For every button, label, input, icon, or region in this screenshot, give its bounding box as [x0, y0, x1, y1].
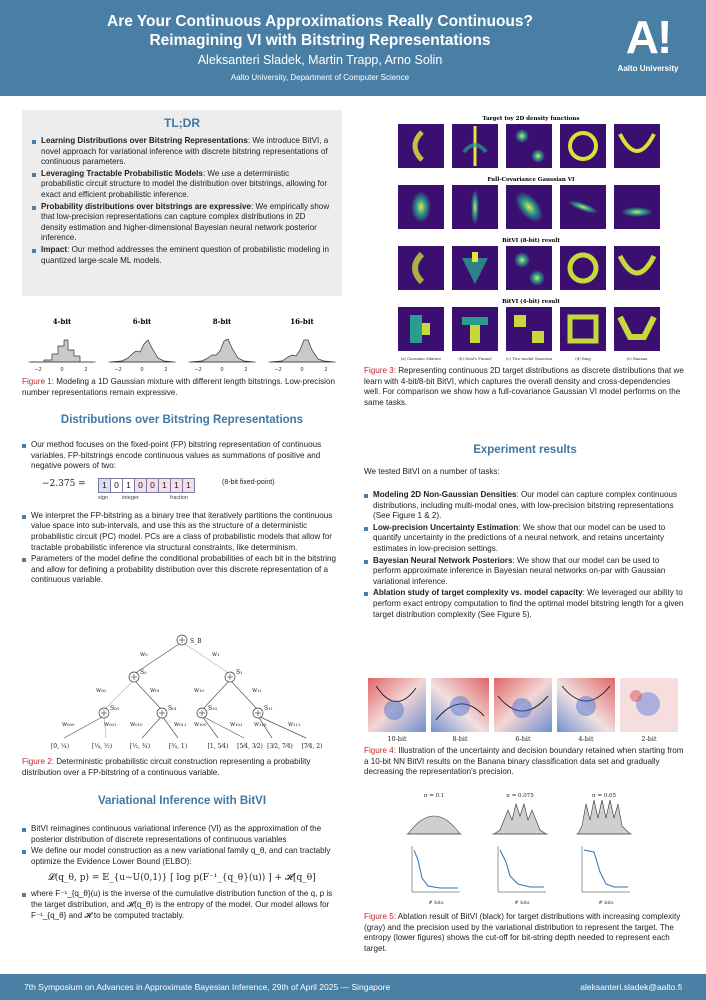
fig1-label-6bit: 6-bit — [132, 317, 152, 326]
figure-label: Figure 4: — [364, 746, 396, 755]
experiment-item — [364, 490, 686, 522]
dist-item-2: We interpret the FP-bitstring as a binary tree that iteratively partitions the continuous value space into sub-intervals, and use this as the structure of a deterministic probabilistic circuit (PC) model. PCs are a class of probabilistic models that allow for tractable probabilistic inference via structural constraints, like determinism. — [22, 511, 342, 553]
bit: 0 — [146, 478, 159, 493]
fig3-row-title: Target toy 2D density functions — [482, 116, 580, 122]
logo-mark: A! — [625, 11, 671, 63]
weight-label: w₀₀₁ — [104, 721, 117, 728]
weight-label: w₀₁ — [150, 687, 160, 694]
fig5-entropy-lines — [414, 850, 628, 888]
node-label: S_B — [190, 638, 202, 645]
weight-label: w₁₀ — [194, 687, 204, 694]
experiments-body — [364, 490, 686, 621]
title-line-2: Reimagining VI with Bitstring Representations — [149, 32, 491, 49]
bit: 0 — [110, 478, 123, 493]
fig5-top-3 — [576, 800, 632, 834]
bit: 0 — [134, 478, 147, 493]
fig1-curve-16bit — [270, 340, 334, 362]
fig3-cell — [614, 246, 660, 290]
weight-label: w₁₁₁ — [288, 721, 301, 728]
node-label: S₁ — [236, 669, 243, 676]
bit: 1 — [170, 478, 183, 493]
fig1-tick: 0 — [300, 367, 304, 373]
weight-label: w₁₀₀ — [194, 721, 207, 728]
fig5-xlabels — [428, 900, 614, 906]
fig5-xlabel: # bits — [514, 900, 530, 906]
fig1-tick: −2 — [34, 367, 42, 373]
fig2-intervals — [51, 743, 323, 750]
tldr-item-title: Leveraging Tractable Probabilistic Models — [41, 168, 203, 178]
bit: 1 — [158, 478, 171, 493]
bit-label-sign: sign — [98, 494, 109, 501]
fig1-ticks — [34, 367, 327, 373]
fig3-row-title: BitVI (4-bit) result — [502, 299, 560, 305]
fig4-panel-4bit — [557, 678, 615, 732]
fig1-curve-8bit — [190, 339, 254, 362]
tldr-item-text: : We empirically show that low-precision representations can capture complex distributions in 2D density estimation and higher-dimensional Bayesian neural network posterior inference. — [41, 201, 330, 243]
experiment-item-title: Low-precision Uncertainty Estimation — [373, 522, 519, 532]
fig1-tick: 0 — [220, 367, 224, 373]
experiment-item-title: Bayesian Neural Network Posteriors — [373, 555, 513, 565]
weight-label: w₁₁₀ — [254, 721, 267, 728]
figure-4-panels — [366, 676, 684, 744]
fig3-col-label: (a) Gaussian Mixture — [400, 356, 442, 361]
tldr-item-title: Probability distributions over bitstrings are expressive — [41, 201, 252, 211]
fig5-sigma: σ = 0.075 — [506, 793, 534, 799]
fig4-panel-6bit — [494, 678, 552, 732]
fig1-panel-8bit — [188, 317, 256, 362]
experiment-item — [364, 523, 686, 555]
vi-body — [22, 824, 342, 922]
fig3-col-label: (b) Neal's Funnel — [458, 356, 492, 361]
caption-text: Ablation result of BitVI (black) for target distributions with increasing complexity (gray) and the precision used by the variational distribution to represent the target. The entropy (lower figures) shows the cut-off for bit-string depth needed to represent each target. — [364, 912, 681, 953]
fig3-cell — [506, 307, 552, 351]
fig3-cell — [614, 307, 660, 351]
fig3-cell — [398, 124, 444, 168]
figure-4-caption — [364, 746, 686, 778]
section-title-vi: Variational Inference with BitVI — [97, 795, 267, 807]
tldr-item-title: Impact — [41, 244, 68, 254]
figure-5-caption — [364, 912, 686, 954]
elbo-equation: 𝓛(q_θ, p) = 𝔼_{u∼U(0,1)} [ log p(F⁻¹_{q_θ}(u)) ] + 𝓗[q_θ] — [48, 873, 316, 884]
fig3-row — [398, 298, 660, 351]
footer-email[interactable]: aleksanteri.sladek@aalto.fi — [580, 982, 682, 992]
figure-2-circuit — [22, 632, 342, 752]
section-title-distributions: Distributions over Bitstring Representations — [60, 414, 304, 426]
experiments-intro: We tested BitVI on a number of tasks: — [364, 467, 500, 476]
experiment-item-text: : We show that our model can be used to perform approximate inference in Bayesian neural networks on-par with Gaussian variational inference. — [373, 555, 666, 586]
interval-label: [7⁄4, 2) — [301, 743, 323, 750]
bitstring-note: (8-bit fixed-point) — [222, 478, 275, 486]
fig4-label: 4-bit — [578, 735, 594, 743]
bitstring-example — [22, 475, 342, 511]
interval-label: [3⁄2, 7⁄4) — [267, 743, 293, 750]
fig4-label: 10-bit — [387, 735, 407, 743]
fig3-col-labels — [401, 356, 648, 361]
distributions-body — [22, 440, 342, 587]
fig3-cell — [506, 124, 552, 168]
tldr-heading: TL;DR — [164, 116, 200, 130]
fig5-sigmas — [424, 793, 617, 799]
fig4-panel-2bit — [620, 678, 678, 732]
fig3-col-label: (d) Ring — [575, 356, 591, 361]
vi-item-1: BitVI reimagines continuous variational inference (VI) as the approximation of the posterior distribution of discrete representations of continuous variables — [22, 824, 342, 845]
weight-label: w₁ — [212, 651, 220, 658]
interval-label: [¾, 1) — [168, 743, 188, 750]
experiment-item-text: : We leveraged our ability to perform exact entropy computation to find the optimal model bitstring length for a given target distribution complexity (See Figure 5). — [373, 588, 684, 619]
fig3-col-label: (e) Banana — [626, 356, 648, 361]
weight-label: w₁₁ — [252, 687, 262, 694]
figure-3-grid — [386, 112, 676, 364]
fig2-labels — [62, 638, 300, 728]
bit-label-integer: integer — [122, 494, 139, 501]
fig1-panel-4bit — [28, 317, 96, 362]
node-label: S₀₀ — [110, 705, 119, 712]
fig3-row-title: Full-Covariance Gaussian VI — [487, 177, 575, 183]
dist-item-1: Our method focuses on the fixed-point (FP) bitstring representation of continuous variables. FP-bitstrings encode continuous values as summations of positive and negative powers of two: — [22, 440, 342, 472]
fig3-col-label: (c) Two-modal Gaussian — [505, 356, 553, 361]
fig1-tick: 2 — [84, 367, 88, 373]
fig1-curve-4bit — [30, 340, 94, 362]
figure-1-plots — [22, 314, 342, 376]
figure-3-caption — [364, 366, 686, 408]
caption-text: Deterministic probabilistic circuit construction representing a probability distribution over a FP-bitstring of a continuous variable. — [22, 757, 311, 777]
authors: Aleksanteri Sladek, Martin Trapp, Arno Solin — [197, 53, 443, 67]
dist-item-3: Parameters of the model define the conditional probabilities of each bit in the bitstring and allow for defining a probability distribution over this discrete representation of a continuous variable. — [22, 554, 342, 586]
weight-label: w₀₀₀ — [62, 721, 75, 728]
fig4-label: 8-bit — [452, 735, 468, 743]
fig4-labels — [387, 735, 657, 743]
tldr-item-text: : We use a deterministic probabilistic circuit structure to model the distribution over bitstrings, allowing for exact and efficient probabilistic inference. — [41, 168, 328, 199]
fig1-tick: −2 — [274, 367, 282, 373]
interval-label: [½, ¾) — [129, 743, 151, 750]
weight-label: w₀ — [140, 651, 148, 658]
vi-item-3: where F⁻¹_{q_θ}(u) is the inverse of the cumulative distribution function of the q, p is the target distribution, and 𝓗(q_θ) is the entropy of the model. Our model allows for F⁻¹_{q_θ} and 𝓗 to be computed tractably. — [22, 889, 342, 921]
fig1-curve-6bit — [110, 340, 174, 362]
experiment-item — [364, 588, 686, 620]
caption-text: Modeling a 1D Gaussian mixture with different length bitstrings. Low-precision number representations remain expressive. — [22, 377, 335, 397]
bitstring-boxes — [98, 475, 194, 493]
fig1-tick: 2 — [324, 367, 328, 373]
node-label: S₀ — [140, 669, 147, 676]
fig1-label-4bit: 4-bit — [52, 317, 72, 326]
interval-label: [5⁄4, 3⁄2) — [237, 743, 263, 750]
tldr-item — [32, 202, 332, 244]
fig1-tick: 2 — [164, 367, 168, 373]
experiment-item — [364, 556, 686, 588]
poster-title — [40, 12, 600, 50]
interval-label: [1, 5⁄4) — [207, 743, 229, 750]
fig3-row — [398, 177, 660, 229]
fig2-node-plus — [101, 637, 261, 716]
caption-text: Representing continuous 2D target distributions as discrete distributions that we learn with 4-bit/8-bit BitVI, which captures the overall density and cross-dependencies well. For comparison we show how a full-covariance Gaussian VI model performs on the same tasks. — [364, 366, 684, 407]
tldr-box — [22, 110, 342, 296]
figure-2-caption — [22, 757, 342, 778]
fig1-panel-16bit — [268, 317, 336, 362]
fig2-nodes — [99, 635, 263, 718]
fig1-tick: −2 — [114, 367, 122, 373]
fig1-tick: 0 — [140, 367, 144, 373]
fig1-tick: −2 — [194, 367, 202, 373]
fig3-cell — [614, 124, 660, 168]
weight-label: w₀₀ — [96, 687, 106, 694]
caption-text: Illustration of the uncertainty and decision boundary retained when starting from a 10-bit NN BitVI results on the Banana binary classification data set and gradually decreasing the representation's precision. — [364, 746, 684, 776]
fig4-label: 6-bit — [515, 735, 531, 743]
footer-venue: 7th Symposium on Advances in Approximate Bayesian Inference, 29th of April 2025 — Singapore — [24, 982, 391, 992]
vi-item-2: We define our model construction as a new variational family q_θ, and can tractably optimize the Evidence Lower Bound (ELBO): — [22, 846, 342, 867]
tldr-item-text: : We introduce BitVI, a novel approach for variational inference with discrete bitstring representations of continuous parameters. — [41, 136, 329, 167]
tldr-item — [32, 136, 332, 168]
fig4-panel-8bit — [431, 678, 489, 732]
weight-label: w₁₀₁ — [230, 721, 243, 728]
fig3-cell — [506, 246, 552, 290]
figure-1-caption — [22, 377, 342, 398]
node-label: S₁₁ — [264, 705, 273, 712]
fig5-xlabel: # bits — [428, 900, 444, 906]
tldr-item — [32, 245, 332, 266]
fig4-label: 2-bit — [641, 735, 657, 743]
fig1-panel-6bit — [108, 317, 176, 362]
bit: 1 — [98, 478, 111, 493]
bit: 1 — [122, 478, 135, 493]
fig3-cell — [398, 246, 444, 290]
figure-label: Figure 5: — [364, 912, 396, 921]
figure-label: Figure 3: — [364, 366, 396, 375]
experiment-item-title: Modeling 2D Non-Gaussian Densities — [373, 490, 517, 499]
interval-label: [0, ¼) — [50, 743, 70, 750]
tldr-item — [32, 169, 332, 201]
aalto-logo — [604, 11, 692, 73]
interval-label: [¼, ½) — [91, 743, 113, 750]
logo-text: Aalto University — [617, 64, 679, 73]
tldr-list — [32, 136, 332, 266]
fig5-sigma: σ = 0.1 — [423, 793, 445, 799]
experiment-item-text: : Our model can capture complex continuous distributions, including multi-modal ones, with low-precision bitstring representations (See Figure 1 & 2). — [373, 490, 678, 521]
fig3-row — [398, 116, 660, 168]
section-title-experiments: Experiment results — [473, 444, 577, 456]
fig3-row — [398, 237, 660, 290]
figure-label: Figure 1: — [22, 377, 54, 386]
affiliation: Aalto University, Department of Computer Science — [230, 73, 410, 82]
fig1-label-16bit: 16-bit — [290, 317, 314, 326]
fig5-sigma: σ = 0.05 — [591, 793, 617, 799]
fig5-top-2 — [492, 804, 548, 834]
fig5-top-1 — [406, 816, 462, 834]
bit-label-fraction: fraction — [170, 494, 189, 501]
bit: 1 — [182, 478, 195, 493]
figure-label: Figure 2: — [22, 757, 54, 766]
figure-5-plots — [400, 790, 650, 908]
poster-footer — [0, 974, 706, 1000]
experiment-item-text: : We show that our model can be used to quantify uncertainty in the predictions of a neural network, and retains uncertainty estimates in low-precision settings. — [373, 522, 666, 553]
fig3-cell — [560, 307, 606, 351]
fig3-row-title: BitVI (8-bit) result — [502, 238, 560, 244]
fig1-label-8bit: 8-bit — [212, 317, 232, 326]
weight-label: w₀₁₁ — [174, 721, 187, 728]
fig3-cell — [560, 124, 606, 168]
title-line-1: Are Your Continuous Approximations Really Continuous? — [107, 13, 533, 30]
tldr-item-text: : Our method addresses the eminent question of probabilistic modeling in quantized large-scale ML models. — [41, 244, 329, 265]
poster-header — [0, 0, 706, 96]
bitstring-value: −2.375 = — [42, 478, 86, 489]
fig1-tick: 2 — [244, 367, 248, 373]
experiment-item-title: Ablation study of target complexity vs. model capacity — [373, 588, 583, 598]
fig5-xlabel: # bits — [598, 900, 614, 906]
tldr-item-title: Learning Distributions over Bitstring Representations — [41, 136, 248, 145]
fig4-panel-10bit — [368, 678, 426, 732]
weight-label: w₀₁₀ — [130, 721, 143, 728]
fig1-tick: 0 — [60, 367, 64, 373]
node-label: S₁₀ — [208, 705, 217, 712]
node-label: S₀₁ — [168, 705, 177, 712]
